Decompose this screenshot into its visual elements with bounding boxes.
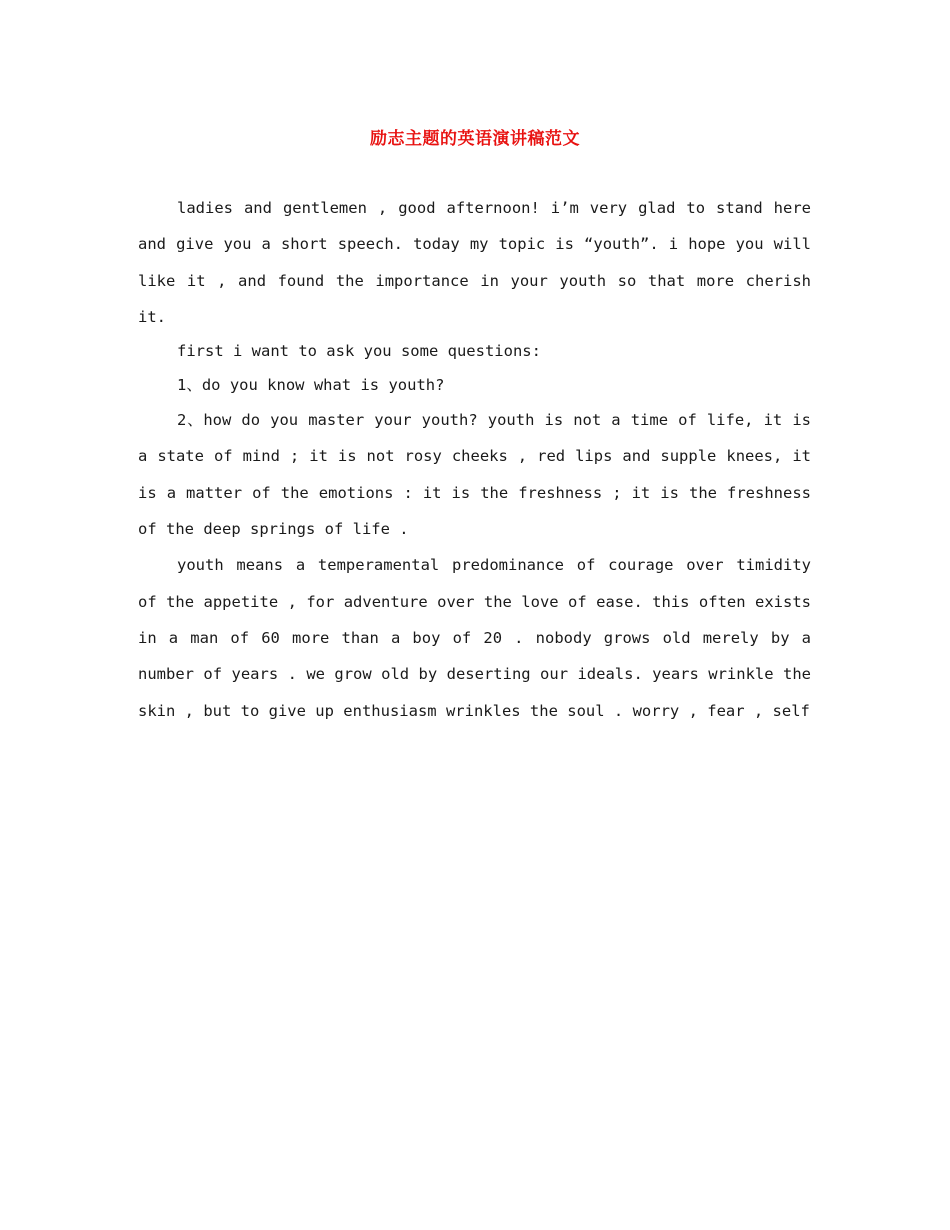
- paragraph-questions-lead: first i want to ask you some questions:: [177, 342, 541, 361]
- paragraph-question-2: 2、how do you master your youth? youth is not a time of life, it is a state of mind ; it is not rosy cheeks , red lips and supple knees, it is a matter of the emotions : it is the freshness ; it is the freshness of the deep springs of life .: [138, 411, 811, 539]
- paragraph-youth-means: youth means a temperamental predominance of courage over timidity of the appetite , for adventure over the love of ease. this often exists in a man of 60 more than a boy of 20 . nobody grows old merely by a number of years . we grow old by deserting our ideals. years wrinkle the skin , but to give up enthusiasm wrinkles the soul . worry , fear , self: [138, 556, 811, 720]
- paragraph-question-1: 1、do you know what is youth?: [177, 375, 445, 394]
- document-body: [138, 190, 811, 729]
- document-title: 励志主题的英语演讲稿范文: [370, 129, 580, 149]
- paragraph-intro: ladies and gentlemen , good afternoon! i’m very glad to stand here and give you a short speech. today my topic is “youth”. i hope you will like it , and found the importance in your youth so that more cherish it.: [138, 199, 811, 326]
